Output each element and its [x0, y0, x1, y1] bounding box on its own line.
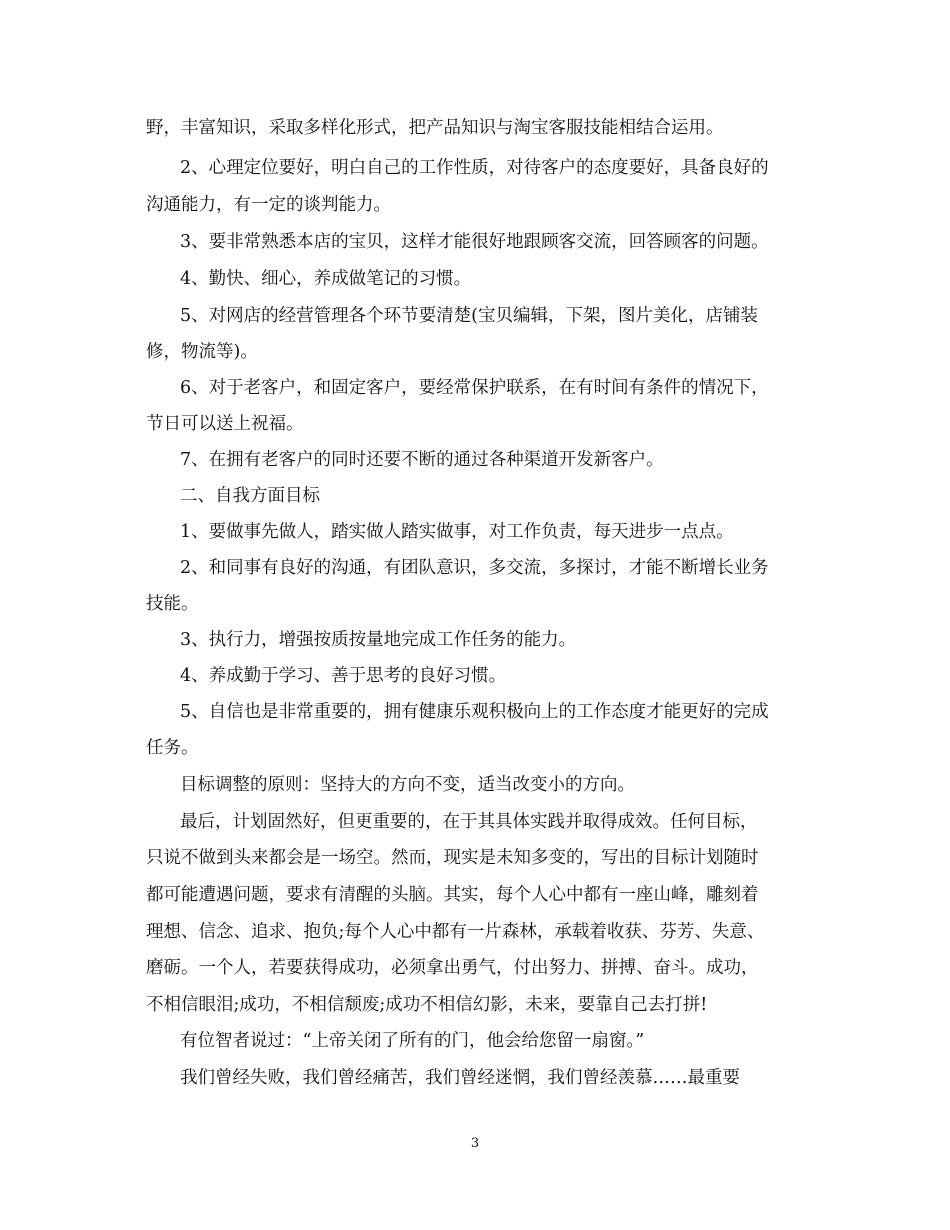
text-line: 7、在拥有老客户的同时还要不断的通过各种渠道开发新客户。 — [180, 450, 664, 470]
text-line: 节日可以送上祝福。 — [146, 414, 304, 434]
text-line: 都可能遭遇问题，要求有清醒的头脑。其实，每个人心中都有一座山峰，雕刻着 — [146, 885, 759, 905]
text-line: 修，物流等)。 — [146, 342, 258, 362]
text-line: 5、自信也是非常重要的，拥有健康乐观积极向上的工作态度才能更好的完成 — [180, 702, 769, 722]
section-heading: 二、自我方面目标 — [180, 486, 320, 506]
text-line: 技能。 — [146, 594, 199, 614]
page-number: 3 — [470, 1136, 480, 1151]
text-line: 磨砺。一个人，若要获得成功，必须拿出勇气，付出努力、拼搏、奋斗。成功， — [146, 958, 759, 978]
text-line: 3、要非常熟悉本店的宝贝，这样才能很好地跟顾客交流，回答顾客的问题。 — [180, 232, 769, 252]
text-line: 沟通能力，有一定的谈判能力。 — [146, 195, 391, 215]
text-line: 4、养成勤于学习、善于思考的良好习惯。 — [180, 666, 507, 686]
text-line: 任务。 — [146, 738, 199, 758]
text-line: 我们曾经失败，我们曾经痛苦，我们曾经迷惘，我们曾经羡慕……最重要 — [180, 1068, 740, 1088]
text-line: 不相信眼泪;成功，不相信颓废;成功不相信幻影，未来，要靠自己去打拼! — [146, 995, 708, 1015]
text-line: 1、要做事先做人，踏实做人踏实做事，对工作负责，每天进步一点点。 — [180, 522, 734, 542]
text-line: 最后，计划固然好，但更重要的，在于其具体实践并取得成效。任何目标， — [180, 812, 758, 832]
text-line: 理想、信念、追求、抱负;每个人心中都有一片森林，承载着收获、芬芳、失意、 — [146, 922, 765, 942]
text-line: 4、勤快、细心，养成做笔记的习惯。 — [180, 269, 472, 289]
text-line: 野，丰富知识，采取多样化形式，把产品知识与淘宝客服技能相结合运用。 — [146, 118, 724, 138]
text-line: 2、心理定位要好，明白自己的工作性质，对待客户的态度要好，具备良好的 — [180, 158, 769, 178]
text-line: 目标调整的原则：坚持大的方向不变，适当改变小的方向。 — [180, 775, 635, 795]
text-line: 3、执行力，增强按质按量地完成工作任务的能力。 — [180, 630, 577, 650]
text-line: 只说不做到头来都会是一场空。然而，现实是未知多变的，写出的目标计划随时 — [146, 848, 759, 868]
text-line: 6、对于老客户，和固定客户，要经常保护联系，在有时间有条件的情况下， — [180, 378, 769, 398]
text-line: 有位智者说过：“上帝关闭了所有的门，他会给您留一扇窗。” — [180, 1031, 645, 1051]
text-line: 2、和同事有良好的沟通，有团队意识，多交流，多探讨，才能不断增长业务 — [180, 558, 769, 578]
text-line: 5、对网店的经营管理各个环节要清楚(宝贝编辑，下架，图片美化，店铺装 — [180, 306, 758, 326]
